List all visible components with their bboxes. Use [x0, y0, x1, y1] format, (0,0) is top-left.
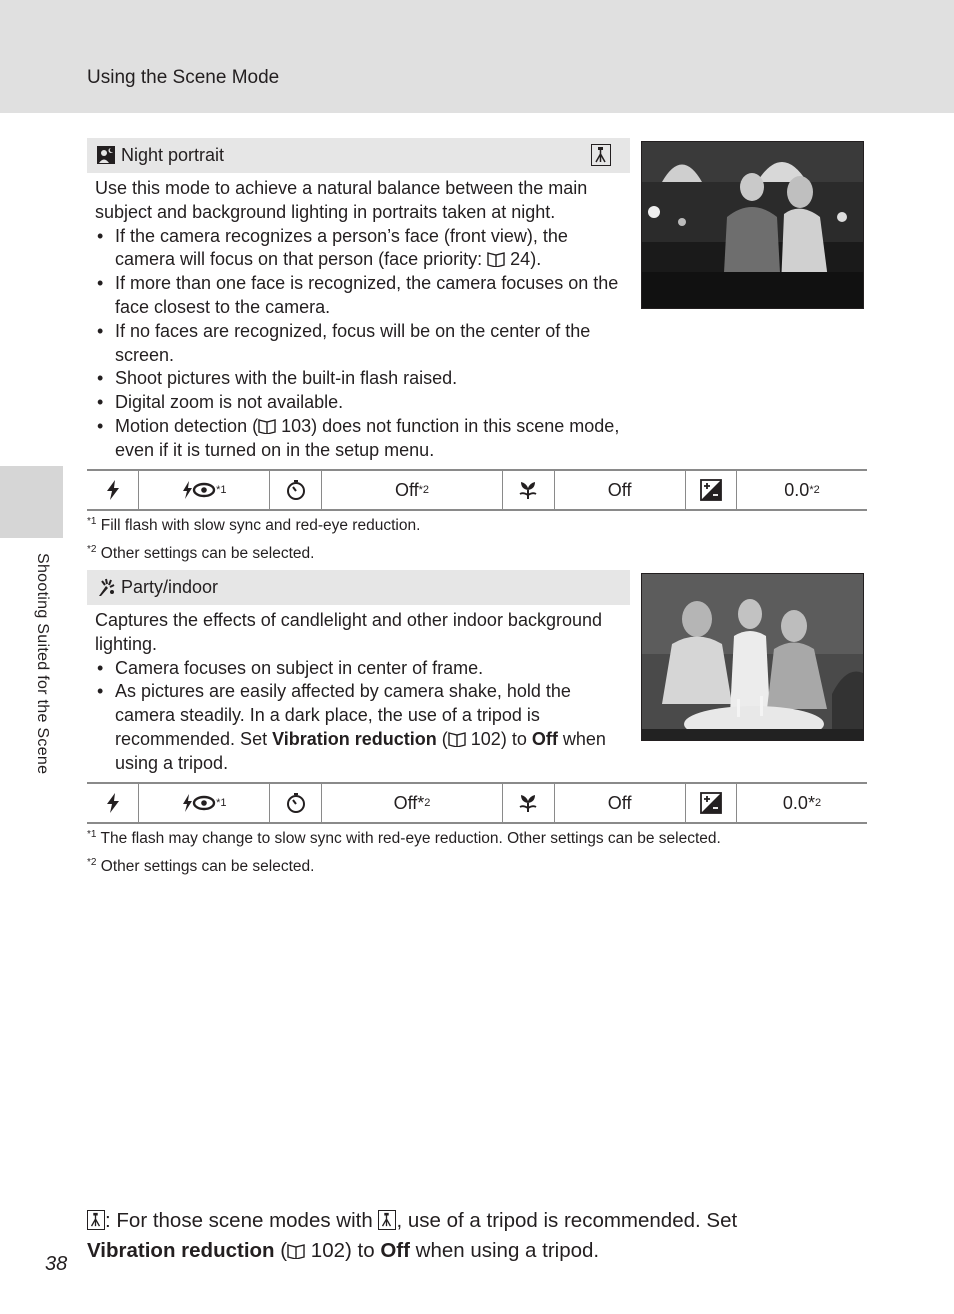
- self-timer-value: Off *2: [321, 471, 502, 509]
- self-timer-icon: [269, 784, 320, 822]
- party-indoor-sample-photo: [641, 573, 864, 741]
- night-portrait-section: [87, 138, 630, 463]
- exposure-compensation-icon: [685, 471, 736, 509]
- footnote-marker: *1: [216, 797, 227, 809]
- header-title: Using the Scene Mode: [87, 67, 280, 88]
- night-portrait-body: [87, 173, 630, 463]
- side-tab-label: Shooting Suited for the Scene: [34, 553, 51, 775]
- list-item: • As pictures are easily affected by camera shake, hold the camera steadily. In a dark place, the use of a tripod is recommended. Set Vibration reduction ( 102) to Off when using a tripod.: [95, 680, 622, 775]
- page-reference[interactable]: 102: [310, 1239, 346, 1262]
- tripod-icon: [87, 1210, 105, 1230]
- party-indoor-intro: Captures the effects of candlelight and other indoor background lighting.: [95, 610, 603, 654]
- page-header: [0, 0, 954, 113]
- night-portrait-heading: [87, 138, 630, 173]
- footnote: $^{*1}$ The flash may change to slow sync with red-eye reduction. Other settings can be selected.: [87, 829, 721, 848]
- party-indoor-body: [87, 605, 630, 776]
- side-tab-marker: [0, 466, 63, 538]
- list-item: • If the camera recognizes a person’s face (front view), the camera will focus on that person (face priority: 24).: [95, 225, 622, 273]
- exposure-compensation-icon: [685, 784, 736, 822]
- flash-mode-icon: [87, 784, 138, 822]
- night-portrait-footnotes: [87, 510, 420, 566]
- book-reference-icon: [287, 1243, 305, 1259]
- footnote-marker: *1: [216, 484, 227, 496]
- page-number: 38: [45, 1253, 68, 1275]
- self-timer-value: Off* 2: [321, 784, 502, 822]
- list-item: • If more than one face is recognized, the camera focuses on the face closest to the camera.: [95, 272, 622, 320]
- party-indoor-section: [87, 570, 630, 776]
- list-item: • Motion detection ( 103) does not function in this scene mode, even if it is turned on in the setup menu.: [95, 415, 622, 463]
- list-item: • Camera focuses on subject in center of frame.: [95, 657, 622, 681]
- footnote: $^{*1}$ Fill flash with slow sync and red-eye reduction.: [87, 516, 421, 535]
- tripod-icon: [378, 1210, 396, 1230]
- page-reference[interactable]: 102: [470, 728, 501, 749]
- exposure-compensation-value: 0.0 *2: [736, 471, 867, 509]
- party-indoor-title: Party/indoor: [121, 577, 219, 597]
- flash-mode-value: [138, 471, 269, 509]
- party-indoor-bullets: [95, 657, 622, 776]
- party-indoor-heading: [87, 570, 630, 605]
- night-portrait-mode-icon: [96, 145, 116, 165]
- macro-mode-icon: [502, 784, 553, 822]
- list-item: • Shoot pictures with the built-in flash raised.: [95, 367, 622, 391]
- party-indoor-footnotes: [87, 823, 721, 879]
- book-reference-icon: [487, 251, 505, 267]
- page-reference[interactable]: 103: [281, 415, 312, 436]
- macro-mode-icon: [502, 471, 553, 509]
- party-indoor-mode-icon: [96, 577, 116, 597]
- footnote: $^{*2}$ Other settings can be selected.: [87, 544, 315, 563]
- macro-mode-value: Off: [554, 784, 685, 822]
- list-item: • If no faces are recognized, focus will be on the center of the screen.: [95, 320, 622, 368]
- tripod-icon: [591, 144, 611, 166]
- night-portrait-settings-table: [87, 469, 867, 511]
- flash-mode-value: [138, 784, 269, 822]
- flash-mode-icon: [87, 471, 138, 509]
- exposure-compensation-value: 0.0* 2: [736, 784, 867, 822]
- footnote: $^{*2}$ Other settings can be selected.: [87, 857, 315, 876]
- page-reference[interactable]: 24: [510, 249, 531, 270]
- night-portrait-intro: Use this mode to achieve a natural balance between the main subject and background lighting in portraits taken at night.: [95, 178, 588, 222]
- night-portrait-bullets: [95, 225, 622, 463]
- book-reference-icon: [258, 418, 276, 434]
- list-item: • Digital zoom is not available.: [95, 391, 622, 415]
- night-portrait-sample-photo: [641, 141, 864, 309]
- self-timer-icon: [269, 471, 320, 509]
- macro-mode-value: Off: [554, 471, 685, 509]
- tripod-note: : For those scene modes with , use of a tripod is recommended. Set Vibration reduction ( 102) to Off when using a tripod.: [87, 1209, 738, 1262]
- party-indoor-settings-table: [87, 782, 867, 824]
- night-portrait-title: Night portrait: [121, 145, 225, 165]
- book-reference-icon: [448, 731, 466, 747]
